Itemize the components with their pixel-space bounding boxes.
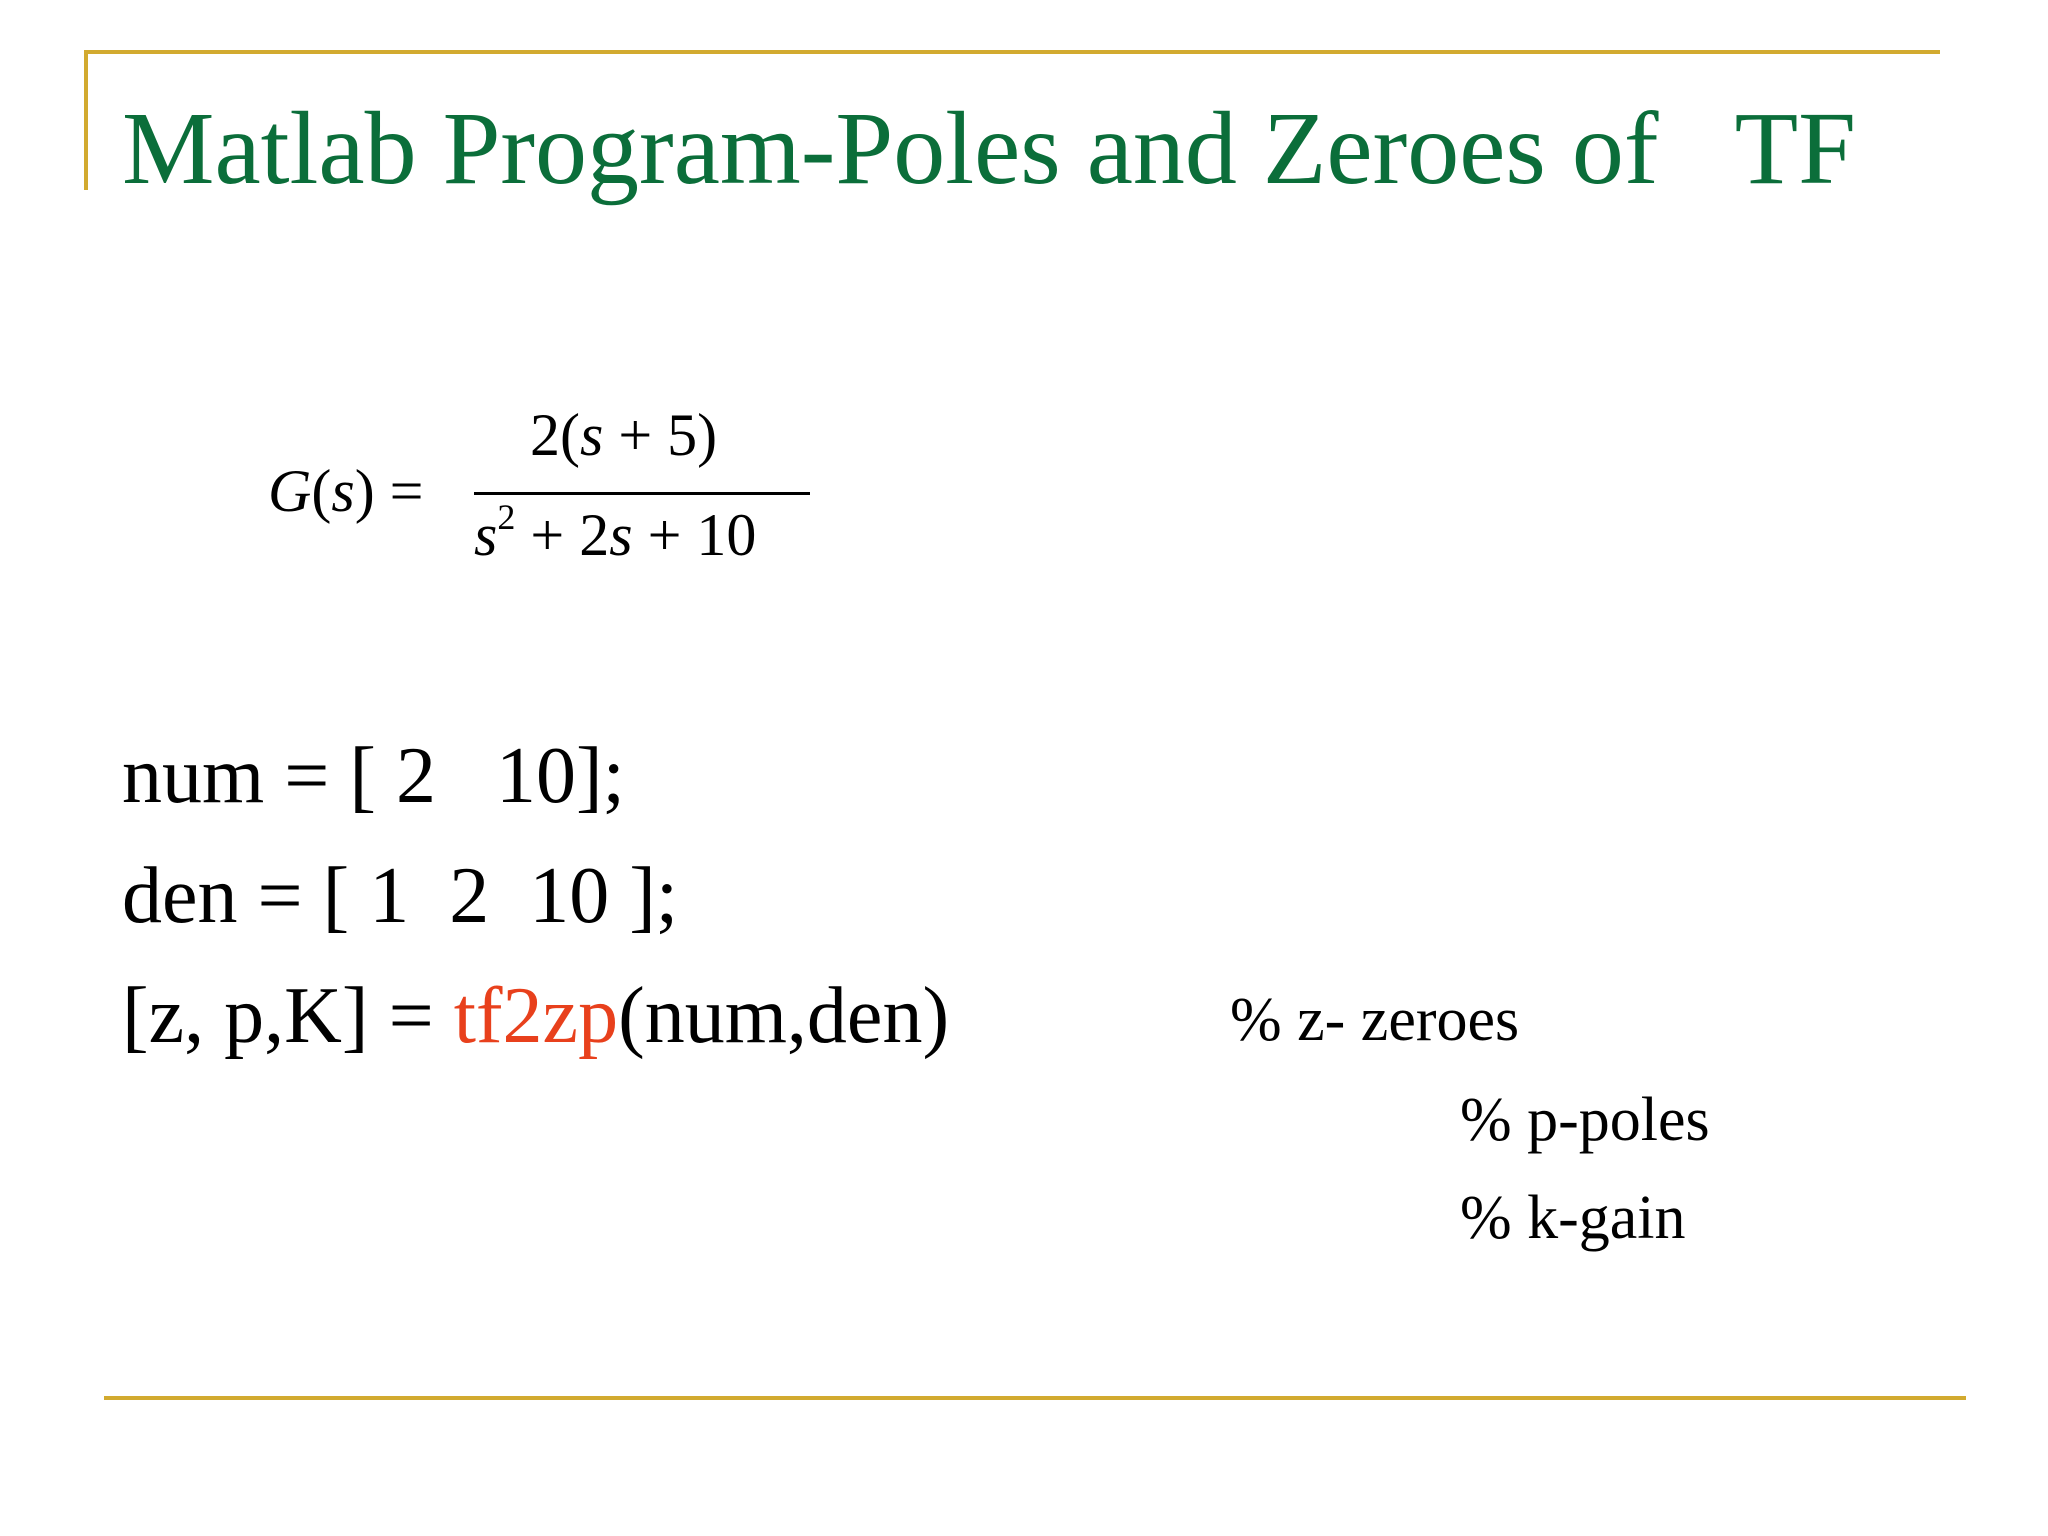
comment-zeroes: % z- zeroes (1230, 986, 1520, 1054)
comment-poles: % p-poles (1460, 1086, 1710, 1154)
function-name: tf2zp (453, 972, 619, 1060)
code-prefix: [z, p,K] = (122, 972, 454, 1060)
formula-numerator: 2(s + 5) (530, 402, 718, 468)
comment-gain: % k-gain (1460, 1184, 1686, 1252)
slide-title: Matlab Program-Poles and Zeroes of TF (122, 91, 1856, 206)
fraction-bar (474, 492, 810, 495)
code-line-den: den = [ 1 2 10 ]; (122, 852, 679, 940)
frame-bottom-rule (104, 1396, 1966, 1400)
code-line-tf2zp (122, 966, 949, 1066)
frame-left-rule (84, 50, 88, 190)
code-line-num: num = [ 2 10]; (122, 732, 625, 820)
formula-denominator: $s^2 + 2s + 10$ (474, 497, 757, 568)
frame-top-rule (84, 50, 1940, 54)
transfer-function-formula (268, 400, 828, 580)
formula-lhs: G(s) = (268, 458, 424, 524)
code-suffix: (num,den) (618, 972, 950, 1060)
